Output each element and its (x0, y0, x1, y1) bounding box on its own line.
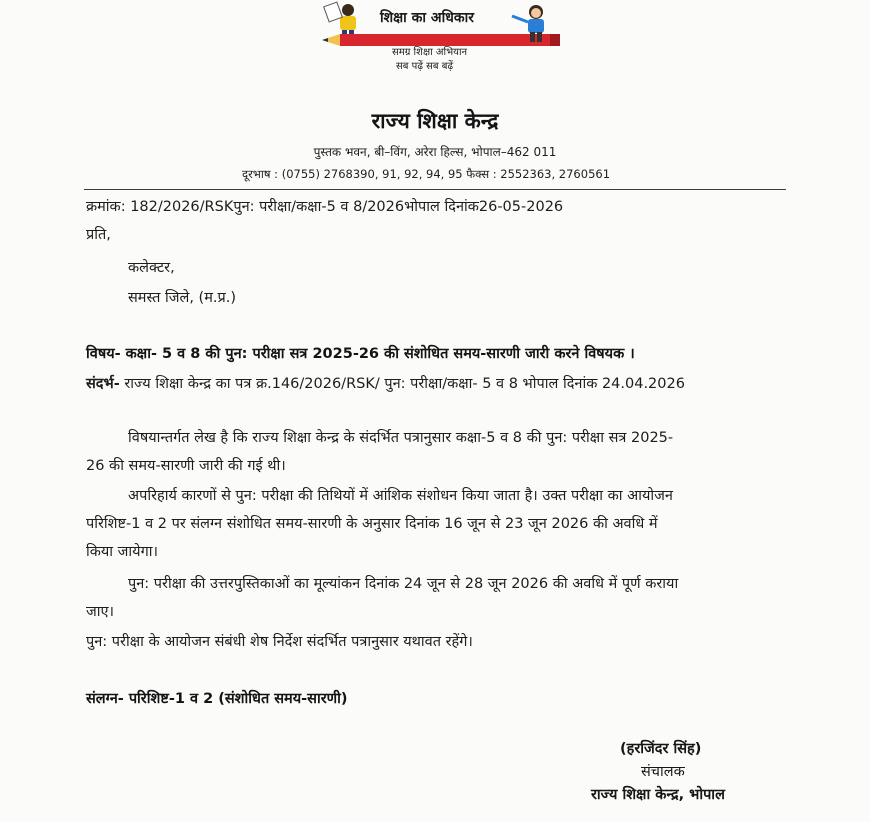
signatory-office: राज्य शिक्षा केन्द्र, भोपाल (591, 787, 725, 803)
paragraph-4: पुन: परीक्षा के आयोजन संबंधी शेष निर्देश संदर्भित पत्रानुसार यथावत रहेंगे। (86, 634, 473, 650)
letter-enclosure: संलग्न- परिशिष्ट-1 व 2 (संशोधित समय-सारणी) (86, 691, 348, 707)
letter-reference-number: क्रमांक: 182/2026/RSKपुन: परीक्षा/कक्षा-5 व 8/2026भोपाल दिनांक26-05-2026 (86, 199, 564, 215)
paragraph-2-line-1: अपरिहार्य कारणों से पुन: परीक्षा की तिथियों में आंशिक संशोधन किया जाता है। उक्त परीक्षा का आयोजन (128, 488, 673, 504)
paragraph-3-line-2: जाए। (86, 604, 115, 620)
signatory-title: संचालक (641, 764, 685, 780)
paragraph-3-line-1: पुन: परीक्षा की उत्तरपुस्तिकाओं का मूल्यांकन दिनांक 24 जून से 28 जून 2026 की अवधि में पूर्ण कराया (128, 576, 679, 592)
paragraph-2-line-3: किया जायेगा। (86, 544, 159, 560)
paragraph-1-line-1: विषयान्तर्गत लेख है कि राज्य शिक्षा केन्द्र के संदर्भित पत्रानुसार कक्षा-5 व 8 की पुन: परीक्षा सत्र 2025- (128, 430, 674, 446)
letter-subject: विषय- कक्षा- 5 व 8 की पुन: परीक्षा सत्र 2025-26 की संशोधित समय-सारणी जारी करने विषयक । (86, 346, 635, 362)
logo-title: शिक्षा का अधिकार (380, 10, 474, 26)
recipient-line-1: कलेक्टर, (128, 260, 175, 276)
organization-phone: दूरभाष : (0755) 2768390, 91, 92, 94, 95 फैक्स : 2552363, 2760561 (242, 167, 611, 181)
logo-tagline-1: समग्र शिक्षा अभियान (392, 47, 468, 58)
organization-name: राज्य शिक्षा केन्द्र (371, 109, 499, 133)
paragraph-2-line-2: परिशिष्ट-1 व 2 पर संलग्न संशोधित समय-सारणी के अनुसार दिनांक 16 जून से 23 जून 2026 की अवधि में (86, 516, 658, 532)
org-logo (318, 0, 568, 82)
logo-child-left-icon (324, 2, 356, 38)
paragraph-1-line-2: 26 की समय-सारणी जारी की गई थी। (86, 458, 286, 474)
signatory-name: (हरजिंदर सिंह) (620, 741, 702, 757)
recipient-line-2: समस्त जिले, (म.प्र.) (128, 290, 237, 306)
header-divider (84, 189, 786, 190)
logo-tagline-2: सब पढ़ें सब बढ़ें (396, 61, 454, 72)
letter-reference (86, 373, 685, 393)
reference-text: राज्य शिक्षा केन्द्र का पत्र क्र.146/2026/RSK/ पुन: परीक्षा/कक्षा- 5 व 8 भोपाल दिनांक 24.04.2026 (119, 376, 685, 392)
organization-address: पुस्तक भवन, बी–विंग, अरेरा हिल्स, भोपाल–462 011 (313, 145, 557, 159)
reference-label: संदर्भ- (86, 376, 120, 392)
letter-to: प्रति, (86, 227, 111, 243)
